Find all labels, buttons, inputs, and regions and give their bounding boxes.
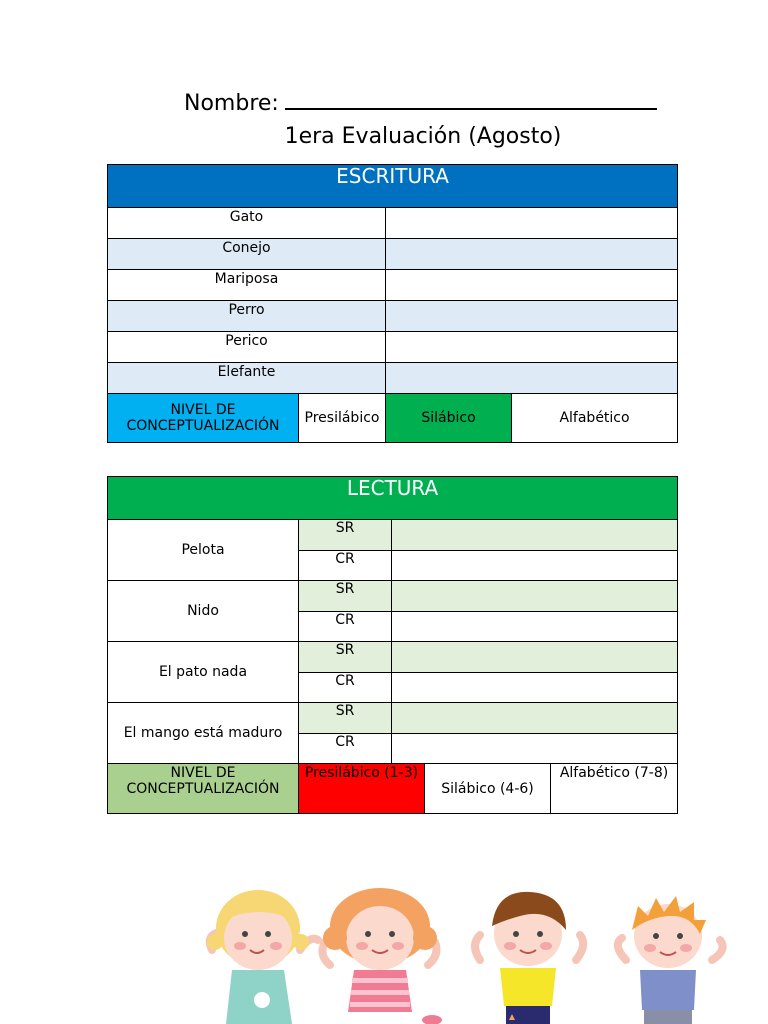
sr-label: SR xyxy=(299,703,392,734)
lectura-level-label: NIVEL DE CONCEPTUALIZACIÓN xyxy=(108,764,299,814)
lectura-word: El mango está maduro xyxy=(108,703,299,764)
escritura-level-presilabico[interactable]: Presilábico xyxy=(299,394,386,443)
lectura-word: El pato nada xyxy=(108,642,299,703)
escritura-word: Mariposa xyxy=(108,270,386,301)
evaluation-title: 1era Evaluación (Agosto) xyxy=(284,124,562,149)
sr-answer-cell[interactable] xyxy=(392,703,678,734)
kid-girl-redhead-icon xyxy=(322,888,442,1024)
name-line xyxy=(184,84,657,116)
kid-boy-orange-hair-icon xyxy=(618,896,723,1024)
lectura-word: Nido xyxy=(108,581,299,642)
escritura-word: Gato xyxy=(108,208,386,239)
name-blank[interactable] xyxy=(285,84,657,110)
cr-answer-cell[interactable] xyxy=(392,611,678,642)
escritura-word: Perro xyxy=(108,301,386,332)
escritura-answer-cell[interactable] xyxy=(386,332,678,363)
cr-label: CR xyxy=(299,550,392,581)
lectura-header: LECTURA xyxy=(108,477,678,520)
escritura-answer-cell[interactable] xyxy=(386,363,678,394)
escritura-level-label: NIVEL DE CONCEPTUALIZACIÓN xyxy=(108,394,299,443)
sr-answer-cell[interactable] xyxy=(392,520,678,551)
cr-answer-cell[interactable] xyxy=(392,733,678,764)
lectura-table xyxy=(107,476,678,814)
cr-label: CR xyxy=(299,672,392,703)
escritura-word: Conejo xyxy=(108,239,386,270)
kid-boy-brown-hair-icon xyxy=(475,892,583,1024)
escritura-answer-cell[interactable] xyxy=(386,270,678,301)
escritura-answer-cell[interactable] xyxy=(386,239,678,270)
lectura-level-silabico[interactable]: Silábico (4-6) xyxy=(425,764,551,814)
escritura-level-alfabetico[interactable]: Alfabético xyxy=(512,394,678,443)
name-label: Nombre: xyxy=(184,91,279,116)
lectura-level-presilabico[interactable]: Presilábico (1-3) xyxy=(299,764,425,814)
sr-answer-cell[interactable] xyxy=(392,642,678,673)
cr-answer-cell[interactable] xyxy=(392,672,678,703)
escritura-answer-cell[interactable] xyxy=(386,301,678,332)
cr-label: CR xyxy=(299,611,392,642)
kids-illustration xyxy=(0,880,768,1024)
escritura-answer-cell[interactable] xyxy=(386,208,678,239)
sr-label: SR xyxy=(299,642,392,673)
escritura-header: ESCRITURA xyxy=(108,165,678,208)
escritura-word: Elefante xyxy=(108,363,386,394)
lectura-word: Pelota xyxy=(108,520,299,581)
sr-answer-cell[interactable] xyxy=(392,581,678,612)
lectura-level-alfabetico[interactable]: Alfabético (7-8) xyxy=(551,764,678,814)
cr-answer-cell[interactable] xyxy=(392,550,678,581)
escritura-table xyxy=(107,164,678,443)
kid-girl-blonde-icon xyxy=(207,890,318,1024)
escritura-word: Perico xyxy=(108,332,386,363)
escritura-level-silabico[interactable]: Silábico xyxy=(386,394,512,443)
sr-label: SR xyxy=(299,581,392,612)
sr-label: SR xyxy=(299,520,392,551)
cr-label: CR xyxy=(299,733,392,764)
